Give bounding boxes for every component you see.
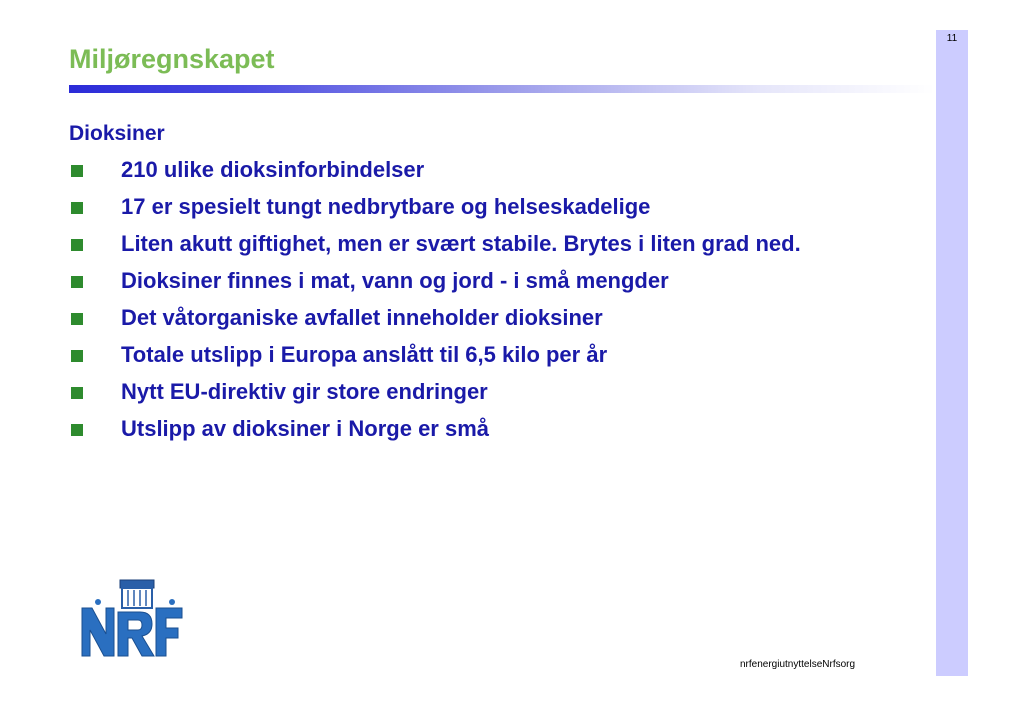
bullet-square-icon bbox=[71, 165, 83, 177]
bullet-text: Det våtorganiske avfallet inneholder dioksiner bbox=[121, 305, 603, 330]
bullet-list bbox=[69, 155, 889, 444]
bullet-square-icon bbox=[71, 202, 83, 214]
bullet-item bbox=[69, 377, 889, 407]
bullet-text: Totale utslipp i Europa anslått til 6,5 kilo per år bbox=[121, 342, 608, 367]
bullet-item bbox=[69, 229, 889, 259]
bullet-item bbox=[69, 155, 889, 185]
slide-title: Miljøregnskapet bbox=[69, 44, 275, 74]
bullet-square-icon bbox=[71, 239, 83, 251]
bullet-item bbox=[69, 266, 889, 296]
page-number: 11 bbox=[946, 33, 958, 44]
bullet-square-icon bbox=[71, 313, 83, 325]
bullet-text: Nytt EU-direktiv gir store endringer bbox=[121, 379, 488, 404]
bullet-square-icon bbox=[71, 424, 83, 436]
bullet-item bbox=[69, 303, 889, 333]
bullet-item bbox=[69, 340, 889, 370]
bullet-item bbox=[69, 414, 889, 444]
side-band bbox=[936, 30, 968, 676]
slide-content bbox=[69, 119, 889, 451]
section-heading: Dioksiner bbox=[69, 122, 165, 145]
bullet-square-icon bbox=[71, 276, 83, 288]
waste-bin-icon bbox=[120, 580, 154, 608]
footer-text: nrfenergiutnyttelseNrfsorg bbox=[740, 659, 856, 670]
bullet-item bbox=[69, 192, 889, 222]
bullet-text: 17 er spesielt tungt nedbrytbare og helseskadelige bbox=[121, 194, 651, 219]
bullet-text: Dioksiner finnes i mat, vann og jord - i små mengder bbox=[121, 268, 669, 293]
bullet-text: Liten akutt giftighet, men er svært stabile. Brytes i liten grad ned. bbox=[121, 231, 801, 256]
nrf-logo-icon bbox=[78, 578, 186, 660]
title-underline bbox=[69, 85, 935, 93]
bullet-square-icon bbox=[71, 387, 83, 399]
bullet-square-icon bbox=[71, 350, 83, 362]
bullet-text: Utslipp av dioksiner i Norge er små bbox=[121, 416, 490, 441]
bullet-text: 210 ulike dioksinforbindelser bbox=[121, 157, 425, 182]
